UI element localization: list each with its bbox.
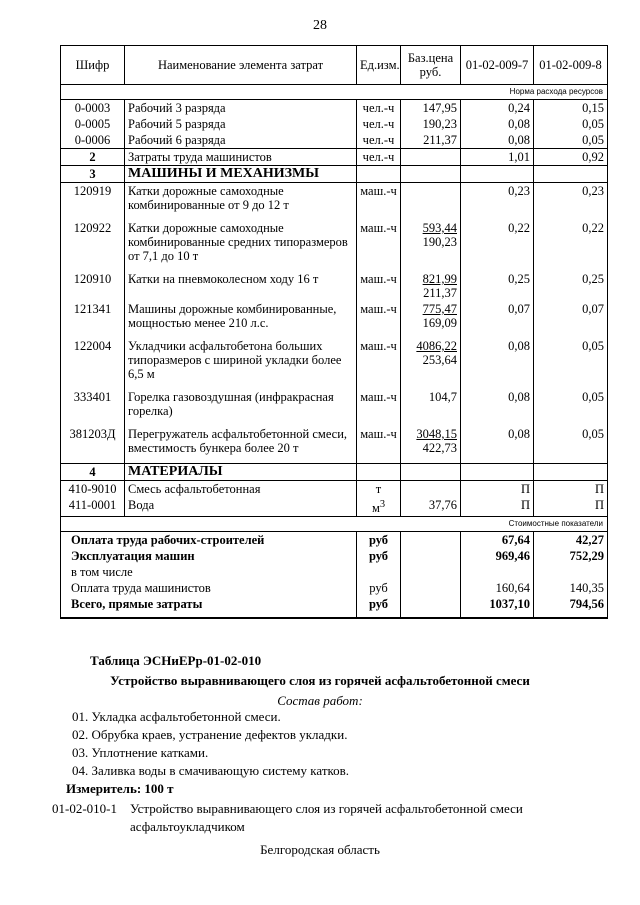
row-unit: маш.-ч bbox=[357, 389, 401, 426]
row-v2: П bbox=[534, 497, 608, 517]
cost-price bbox=[401, 532, 461, 549]
row-price-cell bbox=[401, 301, 461, 338]
row-price: 775,47 bbox=[422, 302, 457, 316]
row-code: 411-0001 bbox=[61, 497, 125, 517]
header-price: Баз.цена руб. bbox=[401, 46, 461, 85]
row-v2: 0,05 bbox=[534, 116, 608, 132]
table-header-row bbox=[61, 46, 608, 85]
machinists-row bbox=[61, 149, 608, 166]
row-unit-cell bbox=[357, 481, 401, 498]
row-price bbox=[401, 481, 461, 498]
machinist-pay-row bbox=[61, 580, 608, 596]
labor-rows bbox=[61, 100, 608, 149]
ms-empty-3 bbox=[461, 166, 534, 183]
row-name: Машины дорожные комбинированные, мощностью менее 210 л.с. bbox=[125, 301, 357, 338]
total-v1: 1037,10 bbox=[461, 596, 534, 618]
row-price-cell bbox=[401, 183, 461, 221]
row-name: Рабочий 5 разряда bbox=[125, 116, 357, 132]
machines-section-row bbox=[61, 166, 608, 183]
machinist-pay-v2: 140,35 bbox=[534, 580, 608, 596]
machinists-code: 2 bbox=[61, 149, 125, 166]
cost-row bbox=[61, 548, 608, 564]
work-item-2: 02. Обрубка краев, устранение дефектов укладки. bbox=[72, 727, 348, 742]
cost-v2: 42,27 bbox=[534, 532, 608, 549]
row-price: 211,37 bbox=[401, 132, 461, 149]
total-row bbox=[61, 596, 608, 618]
row-unit: т bbox=[375, 482, 382, 496]
row-code: 0-0006 bbox=[61, 132, 125, 149]
it-empty-4 bbox=[534, 564, 608, 580]
table-row bbox=[61, 220, 608, 271]
row-unit: маш.-ч bbox=[357, 271, 401, 301]
materials-section-row bbox=[61, 464, 608, 481]
row-price: 37,76 bbox=[401, 497, 461, 517]
resource-table bbox=[60, 45, 608, 619]
machinists-price bbox=[401, 149, 461, 166]
cost-label: Стоимостные показатели bbox=[61, 517, 608, 532]
row-code: 120922 bbox=[61, 220, 125, 271]
row-name: Смесь асфальтобетонная bbox=[125, 481, 357, 498]
row-v1: 0,07 bbox=[461, 301, 534, 338]
row-price: 3048,15 bbox=[416, 427, 457, 441]
row-v1: 0,23 bbox=[461, 183, 534, 221]
row-v2: 0,07 bbox=[534, 301, 608, 338]
works-heading: Состав работ: bbox=[277, 693, 363, 708]
ms-empty-1 bbox=[357, 166, 401, 183]
row-code: 0-0003 bbox=[61, 100, 125, 117]
row-v2: П bbox=[534, 481, 608, 498]
footer-region: Белгородская область bbox=[260, 842, 380, 857]
row-v2: 0,05 bbox=[534, 338, 608, 389]
table-row bbox=[61, 426, 608, 464]
row-unit: маш.-ч bbox=[357, 301, 401, 338]
row-price: 104,7 bbox=[428, 390, 457, 404]
row-v1: 0,22 bbox=[461, 220, 534, 271]
it-empty-3 bbox=[461, 564, 534, 580]
row-price-cell bbox=[401, 426, 461, 464]
row-unit: м bbox=[371, 501, 380, 516]
row-code: 121341 bbox=[61, 301, 125, 338]
row-name: Рабочий 3 разряда bbox=[125, 100, 357, 117]
norm-label: Норма расхода ресурсов bbox=[61, 85, 608, 100]
row-price-secondary: 422,73 bbox=[422, 441, 457, 455]
cost-rows bbox=[61, 532, 608, 565]
row-price-cell bbox=[401, 338, 461, 389]
row-name: Горелка газовоздушная (инфракрасная горелка) bbox=[125, 389, 357, 426]
row-name: Укладчики асфальтобетона больших типоразмеров с шириной укладки более 6,5 м bbox=[125, 338, 357, 389]
row-v1: 0,08 bbox=[461, 132, 534, 149]
table-row bbox=[61, 301, 608, 338]
machines-section-title: МАШИНЫ И МЕХАНИЗМЫ bbox=[125, 166, 357, 183]
row-price-secondary: 253,64 bbox=[422, 353, 457, 367]
machinists-v2: 0,92 bbox=[534, 149, 608, 166]
row-price: 147,95 bbox=[401, 100, 461, 117]
row-unit: чел.-ч bbox=[357, 132, 401, 149]
header-col1: 01-02-009-7 bbox=[461, 46, 534, 85]
machinist-pay-name: Оплата труда машинистов bbox=[61, 580, 357, 596]
cost-name: Оплата труда рабочих-строителей bbox=[61, 532, 357, 549]
row-price-secondary: 169,09 bbox=[422, 316, 457, 330]
row-price: 190,23 bbox=[401, 116, 461, 132]
machinist-pay-price bbox=[401, 580, 461, 596]
row-v1: П bbox=[461, 481, 534, 498]
row-name: Катки дорожные самоходные комбинированные средних типоразмеров от 7,1 до 10 т bbox=[125, 220, 357, 271]
total-unit: руб bbox=[357, 596, 401, 618]
row-code: 120910 bbox=[61, 271, 125, 301]
item-code: 01-02-010-1 bbox=[52, 801, 117, 816]
row-v1: 0,08 bbox=[461, 116, 534, 132]
mt-empty-3 bbox=[461, 464, 534, 481]
row-v1: 0,08 bbox=[461, 426, 534, 464]
header-code: Шифр bbox=[61, 46, 125, 85]
machinists-v1: 1,01 bbox=[461, 149, 534, 166]
row-v1: 0,08 bbox=[461, 338, 534, 389]
machines-section-code: 3 bbox=[61, 166, 125, 183]
machine-rows bbox=[61, 183, 608, 464]
row-unit: маш.-ч bbox=[357, 426, 401, 464]
row-name: Вода bbox=[125, 497, 357, 517]
row-code: 410-9010 bbox=[61, 481, 125, 498]
cost-label-row bbox=[61, 517, 608, 532]
mt-empty-4 bbox=[534, 464, 608, 481]
row-unit-sup: 3 bbox=[379, 499, 386, 510]
table-row bbox=[61, 100, 608, 117]
row-price-cell bbox=[401, 220, 461, 271]
row-code: 381203Д bbox=[61, 426, 125, 464]
table-row bbox=[61, 338, 608, 389]
row-v2: 0,22 bbox=[534, 220, 608, 271]
header-col2: 01-02-009-8 bbox=[534, 46, 608, 85]
page-number: 28 bbox=[313, 18, 327, 33]
machinist-pay-unit: руб bbox=[357, 580, 401, 596]
cost-v1: 67,64 bbox=[461, 532, 534, 549]
it-empty-2 bbox=[401, 564, 461, 580]
header-unit: Ед.изм. bbox=[357, 46, 401, 85]
row-unit: маш.-ч bbox=[357, 183, 401, 221]
cost-unit: руб bbox=[357, 532, 401, 549]
machinist-pay-v1: 160,64 bbox=[461, 580, 534, 596]
row-v1: 0,25 bbox=[461, 271, 534, 301]
work-item-3: 03. Уплотнение катками. bbox=[72, 745, 209, 760]
table-row bbox=[61, 271, 608, 301]
materials-section-code: 4 bbox=[61, 464, 125, 481]
row-unit: маш.-ч bbox=[357, 220, 401, 271]
total-name: Всего, прямые затраты bbox=[61, 596, 357, 618]
row-unit: чел.-ч bbox=[357, 100, 401, 117]
mt-empty-2 bbox=[401, 464, 461, 481]
item-description: Устройство выравнивающего слоя из горячей асфальтобетонной смеси асфальтоукладчиком bbox=[130, 801, 523, 834]
row-unit-cell bbox=[357, 497, 401, 517]
row-price-cell bbox=[401, 389, 461, 426]
table-id: Таблица ЭСНиЕРр-01-02-010 bbox=[90, 653, 262, 668]
row-name: Рабочий 6 разряда bbox=[125, 132, 357, 149]
row-v1: 0,08 bbox=[461, 389, 534, 426]
in-total-row bbox=[61, 564, 608, 580]
table-row bbox=[61, 116, 608, 132]
row-unit: маш.-ч bbox=[357, 338, 401, 389]
cost-v1: 969,46 bbox=[461, 548, 534, 564]
ms-empty-4 bbox=[534, 166, 608, 183]
table-row bbox=[61, 183, 608, 221]
row-name: Перегружатель асфальтобетонной смеси, вместимость бункера более 20 т bbox=[125, 426, 357, 464]
row-v2: 0,15 bbox=[534, 100, 608, 117]
row-code: 333401 bbox=[61, 389, 125, 426]
work-item-4: 04. Заливка воды в смачивающую систему катков. bbox=[72, 763, 350, 778]
row-v2: 0,05 bbox=[534, 389, 608, 426]
materials-section-title: МАТЕРИАЛЫ bbox=[125, 464, 357, 481]
row-code: 0-0005 bbox=[61, 116, 125, 132]
cost-row bbox=[61, 532, 608, 549]
norm-label-row bbox=[61, 85, 608, 100]
total-price bbox=[401, 596, 461, 618]
row-v1: 0,24 bbox=[461, 100, 534, 117]
ms-empty-2 bbox=[401, 166, 461, 183]
material-rows bbox=[61, 481, 608, 517]
row-code: 120919 bbox=[61, 183, 125, 221]
row-v1: П bbox=[461, 497, 534, 517]
table-row bbox=[61, 497, 608, 517]
row-price: 593,44 bbox=[422, 221, 457, 235]
row-v2: 0,05 bbox=[534, 132, 608, 149]
row-price-cell bbox=[401, 271, 461, 301]
mt-empty-1 bbox=[357, 464, 401, 481]
measure-unit: Измеритель: 100 т bbox=[66, 781, 174, 796]
row-v2: 0,23 bbox=[534, 183, 608, 221]
row-v2: 0,25 bbox=[534, 271, 608, 301]
machinists-name: Затраты труда машинистов bbox=[125, 149, 357, 166]
row-price-secondary: 190,23 bbox=[422, 235, 457, 249]
it-empty-1 bbox=[357, 564, 401, 580]
cost-price bbox=[401, 548, 461, 564]
table-row bbox=[61, 481, 608, 498]
total-v2: 794,56 bbox=[534, 596, 608, 618]
cost-unit: руб bbox=[357, 548, 401, 564]
in-total-label: в том числе bbox=[61, 564, 357, 580]
cost-v2: 752,29 bbox=[534, 548, 608, 564]
work-item-1: 01. Укладка асфальтобетонной смеси. bbox=[72, 709, 281, 724]
machinists-unit: чел.-ч bbox=[357, 149, 401, 166]
table-row bbox=[61, 132, 608, 149]
row-code: 122004 bbox=[61, 338, 125, 389]
row-price: 821,99 bbox=[422, 272, 457, 286]
row-price: 4086,22 bbox=[416, 339, 457, 353]
row-unit: чел.-ч bbox=[357, 116, 401, 132]
row-name: Катки на пневмоколесном ходу 16 т bbox=[125, 271, 357, 301]
cost-name: Эксплуатация машин bbox=[61, 548, 357, 564]
row-name: Катки дорожные самоходные комбинированные от 9 до 12 т bbox=[125, 183, 357, 221]
table-row bbox=[61, 389, 608, 426]
section-title: Устройство выравнивающего слоя из горячей асфальтобетонной смеси bbox=[110, 673, 530, 688]
row-v2: 0,05 bbox=[534, 426, 608, 464]
header-name: Наименование элемента затрат bbox=[125, 46, 357, 85]
row-price-secondary: 211,37 bbox=[423, 286, 457, 300]
